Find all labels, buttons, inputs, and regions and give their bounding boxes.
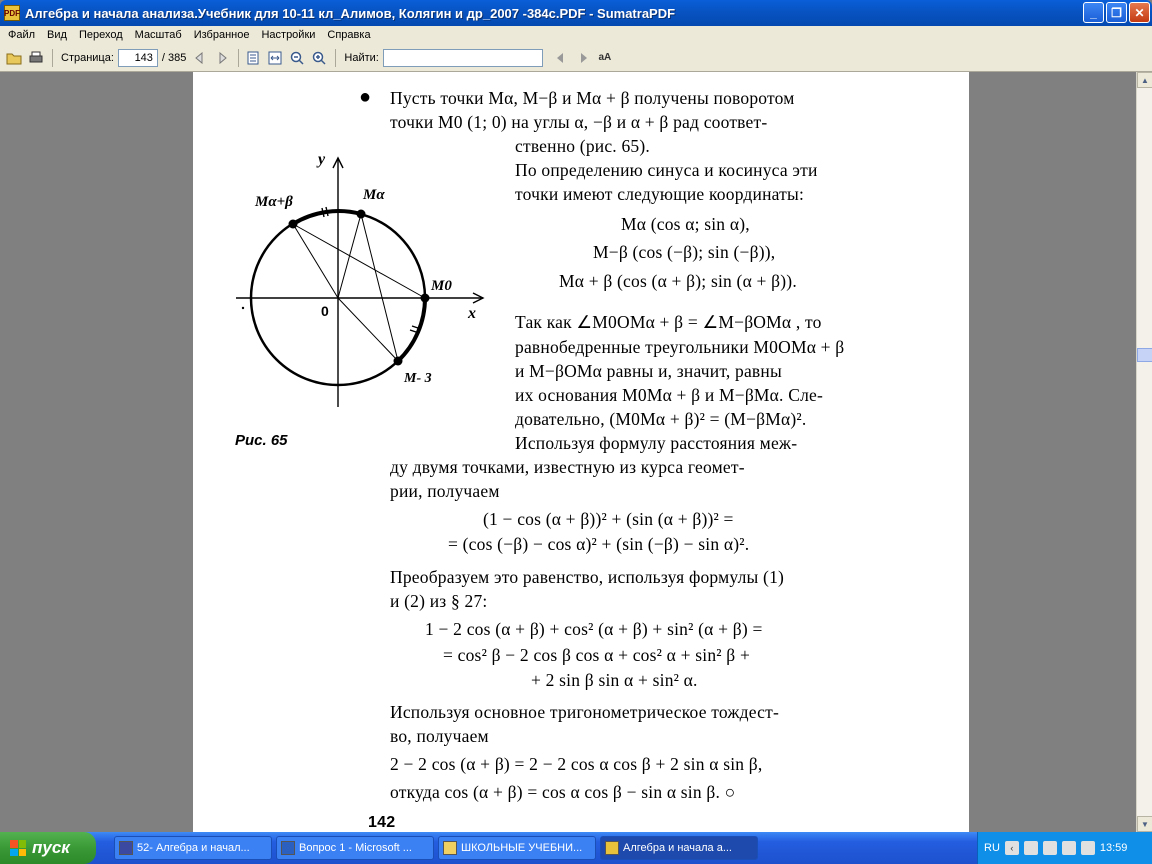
taskbar-item[interactable] bbox=[114, 836, 272, 860]
formula-line: (1 − cos (α + β))² + (sin (α + β))² = bbox=[483, 509, 734, 529]
tray-arrow-icon[interactable]: ‹ bbox=[1005, 841, 1019, 855]
figure-caption: Рис. 65 bbox=[235, 432, 288, 449]
paragraph-line: Используя основное тригонометрическое тождест- bbox=[390, 702, 780, 722]
volume-icon[interactable] bbox=[1043, 841, 1057, 855]
page-total: / 385 bbox=[161, 51, 187, 64]
point-m-alpha bbox=[357, 210, 366, 219]
find-prev-icon[interactable] bbox=[551, 48, 571, 68]
y-axis-label: y bbox=[318, 152, 326, 168]
start-button[interactable] bbox=[0, 832, 96, 864]
highlighted-arc bbox=[398, 298, 425, 361]
next-page-icon[interactable] bbox=[212, 48, 232, 68]
clock[interactable]: 13:59 bbox=[1099, 842, 1128, 854]
toolbar-separator bbox=[238, 49, 239, 67]
windows-flag-icon bbox=[10, 840, 26, 856]
radius-line bbox=[293, 224, 338, 298]
title-bar bbox=[0, 0, 1152, 26]
paragraph-line: их основания M0Mα + β и M−βMα. Сле- bbox=[515, 385, 824, 405]
m-alpha-label: Mα bbox=[363, 187, 385, 203]
zoom-out-icon[interactable] bbox=[287, 48, 307, 68]
menu-settings[interactable]: Настройки bbox=[261, 29, 316, 41]
language-indicator[interactable]: RU bbox=[984, 842, 1000, 854]
document-viewer[interactable] bbox=[0, 72, 1136, 832]
point-m-minus-beta bbox=[394, 357, 403, 366]
taskbar-item-label: ШКОЛЬНЫЕ УЧЕБНИ... bbox=[461, 842, 583, 854]
menu-zoom[interactable]: Масштаб bbox=[134, 29, 182, 41]
formula-line: = cos² β − 2 cos β cos α + cos² α + sin² β + bbox=[443, 645, 751, 665]
menu-go[interactable]: Переход bbox=[78, 29, 123, 41]
fit-page-icon[interactable] bbox=[243, 48, 263, 68]
paragraph-line: равнобедренные треугольники M0OMα + β bbox=[515, 337, 845, 357]
page-number-input[interactable] bbox=[118, 49, 158, 67]
close-button[interactable]: ✕ bbox=[1129, 2, 1150, 23]
prev-page-icon[interactable] bbox=[190, 48, 210, 68]
paragraph-line: Преобразуем это равенство, используя формулы (1) bbox=[390, 567, 785, 587]
window-title: Алгебра и начала анализа.Учебник для 10-11 кл_Алимов, Колягин и др_2007 -384с.PDF - SumatraPDF bbox=[25, 5, 676, 21]
pdf-page bbox=[193, 72, 969, 832]
folder-image-icon bbox=[119, 841, 133, 855]
paragraph-line: Так как ∠M0OMα + β = ∠M−βOMα , то bbox=[515, 312, 822, 332]
taskbar-item-active[interactable] bbox=[600, 836, 758, 860]
bullet: ● bbox=[359, 86, 372, 108]
paragraph-line: и M−βOMα равны и, значит, равны bbox=[515, 361, 782, 381]
taskbar bbox=[0, 832, 1152, 864]
sumatra-icon: PDF bbox=[4, 5, 20, 21]
formula-line: Mα (cos α; sin α), bbox=[621, 214, 750, 234]
menu-file[interactable]: Файл bbox=[8, 29, 36, 41]
page-label: Страница: bbox=[61, 51, 114, 64]
sumatra-icon bbox=[605, 841, 619, 855]
paragraph-line: рии, получаем bbox=[390, 481, 500, 501]
radius-line bbox=[338, 298, 398, 361]
taskbar-item[interactable] bbox=[438, 836, 596, 860]
menu-bar bbox=[0, 26, 1152, 44]
m-minus-beta-label: M- 3 bbox=[404, 371, 432, 386]
print-icon[interactable] bbox=[26, 48, 46, 68]
paragraph-line: Пусть точки Mα, M−β и Mα + β получены поворотом bbox=[390, 88, 795, 108]
point-m0 bbox=[421, 294, 430, 303]
origin-label: 0 bbox=[321, 303, 329, 319]
scroll-thumb[interactable] bbox=[1137, 348, 1152, 362]
chord-line bbox=[361, 214, 398, 361]
formula-line: 1 − 2 cos (α + β) + cos² (α + β) + sin² (α + β) = bbox=[425, 619, 763, 639]
m0-label: M0 bbox=[431, 278, 452, 294]
formula-line: M−β (cos (−β); sin (−β)), bbox=[593, 242, 776, 262]
paragraph-line: точки M0 (1; 0) на углы α, −β и α + β рад соответ- bbox=[390, 112, 768, 132]
folder-icon bbox=[443, 841, 457, 855]
taskbar-item-label: Алгебра и начала а... bbox=[623, 842, 732, 854]
taskbar-item-label: 52- Алгебра и начал... bbox=[137, 842, 250, 854]
vertical-scrollbar[interactable] bbox=[1136, 72, 1152, 832]
taskbar-item[interactable] bbox=[276, 836, 434, 860]
point-m-alpha-beta bbox=[289, 220, 298, 229]
paragraph-line: ственно (рис. 65). bbox=[515, 136, 650, 156]
menu-view[interactable]: Вид bbox=[47, 29, 67, 41]
paragraph-line: точки имеют следующие координаты: bbox=[515, 184, 805, 204]
x-axis-label: x bbox=[468, 305, 476, 322]
paragraph-line: и (2) из § 27: bbox=[390, 591, 488, 611]
security-icon[interactable] bbox=[1062, 841, 1076, 855]
maximize-button[interactable]: ❐ bbox=[1106, 2, 1127, 23]
start-label: пуск bbox=[32, 838, 70, 857]
word-icon bbox=[281, 841, 295, 855]
formula-line: откуда cos (α + β) = cos α cos β − sin α sin β. ○ bbox=[390, 782, 736, 802]
axis-dot bbox=[242, 307, 244, 309]
open-folder-icon[interactable] bbox=[4, 48, 24, 68]
paragraph-line: довательно, (M0Mα + β)² = (M−βMα)². bbox=[515, 409, 807, 429]
chord-line bbox=[293, 224, 425, 298]
find-input[interactable] bbox=[383, 49, 543, 67]
unit-circle-figure bbox=[228, 152, 498, 422]
find-next-icon[interactable] bbox=[573, 48, 593, 68]
paragraph-line: ду двумя точками, известную из курса геомет- bbox=[390, 457, 745, 477]
scroll-up-button[interactable]: ▲ bbox=[1137, 72, 1152, 88]
toolbar-separator bbox=[335, 49, 336, 67]
toolbar bbox=[0, 44, 1152, 72]
paragraph-line: во, получаем bbox=[390, 726, 489, 746]
usb-icon[interactable] bbox=[1081, 841, 1095, 855]
zoom-in-icon[interactable] bbox=[309, 48, 329, 68]
network-icon[interactable] bbox=[1024, 841, 1038, 855]
scroll-down-button[interactable]: ▼ bbox=[1137, 816, 1152, 832]
system-tray bbox=[977, 832, 1152, 864]
menu-favorites[interactable]: Избранное bbox=[193, 29, 250, 41]
formula-line: + 2 sin β sin α + sin² α. bbox=[531, 670, 698, 690]
match-case-icon[interactable]: aA bbox=[598, 52, 612, 63]
find-label: Найти: bbox=[344, 51, 379, 64]
m-alpha-beta-label: Mα+β bbox=[255, 194, 293, 210]
formula-line: Mα + β (cos (α + β); sin (α + β)). bbox=[559, 271, 797, 291]
formula-line: = (cos (−β) − cos α)² + (sin (−β) − sin α)². bbox=[448, 534, 750, 554]
page-number: 142 bbox=[368, 814, 396, 831]
formula-line: 2 − 2 cos (α + β) = 2 − 2 cos α cos β + 2 sin α sin β, bbox=[390, 754, 763, 774]
fit-width-icon[interactable] bbox=[265, 48, 285, 68]
menu-help[interactable]: Справка bbox=[327, 29, 371, 41]
taskbar-item-label: Вопрос 1 - Microsoft ... bbox=[299, 842, 412, 854]
minimize-button[interactable]: _ bbox=[1083, 2, 1104, 23]
paragraph-line: Используя формулу расстояния меж- bbox=[515, 433, 798, 453]
toolbar-separator bbox=[52, 49, 53, 67]
paragraph-line: По определению синуса и косинуса эти bbox=[515, 160, 818, 180]
